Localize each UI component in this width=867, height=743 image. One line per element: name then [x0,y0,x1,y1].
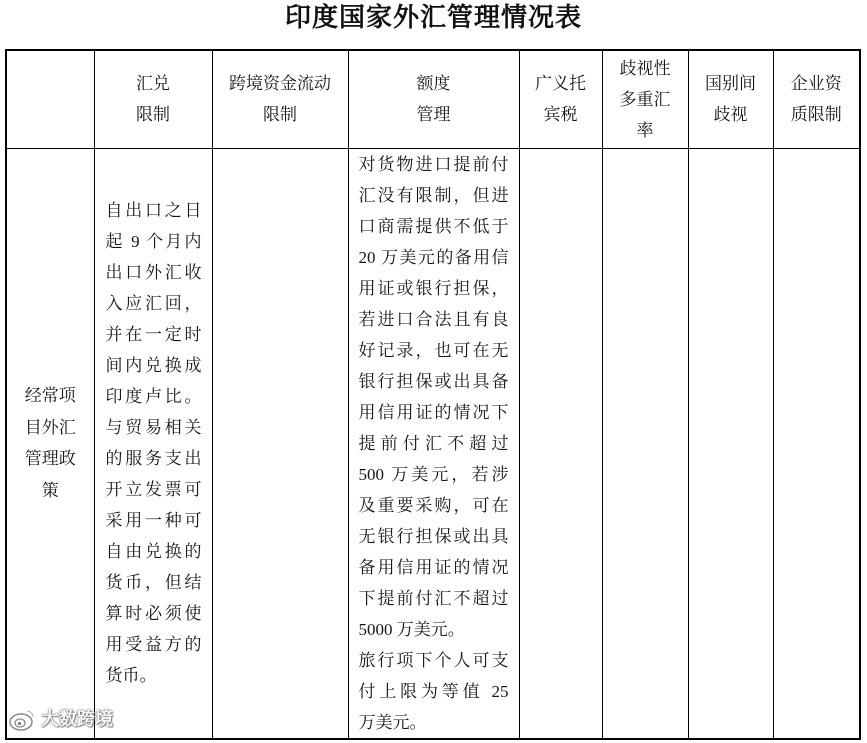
page-title: 印度国家外汇管理情况表 [284,3,582,33]
text-line: 起 9 个月内 [105,232,202,252]
text-line: 印度卢比。 [105,387,202,407]
header-line: 额度 [416,74,451,94]
text-line: 用受益方的 [105,635,202,655]
text-line: 无银行担保或出具 [358,526,509,546]
text-line: 出口外汇收 [105,263,202,283]
fx-management-table [5,49,861,740]
text-line: 开立发票可 [105,480,202,500]
text-line: 提前付汇不超过 [358,433,509,453]
text-line: 货币，但结 [105,573,202,593]
text-line: 若进口合法且有良 [358,309,509,329]
row-label-line: 目外汇 [24,417,76,437]
text-line: 用信用证的情况下 [358,402,509,422]
cell-multiple-rates [602,148,688,739]
text-line: 下提前付汇不超过 [358,588,509,608]
header-multiple-rates [602,50,688,148]
text-line: 间内兑换成 [105,356,202,376]
header-line: 跨境资金流动 [229,74,331,94]
text-line: 付上限为等值 25 [358,681,509,701]
text-line: 算时必须使 [105,604,202,624]
text-line: 汇没有限制，但进 [358,185,509,205]
header-line: 率 [636,120,654,140]
text-line: 及重要采购，可在 [358,495,509,515]
header-exchange-restriction [94,50,212,148]
text-line: 货币。 [105,666,157,686]
header-line: 多重汇 [619,89,671,109]
policy-row [6,148,860,739]
header-line: 国别间 [705,74,756,94]
cell-tobin-tax [519,148,602,739]
text-line: 的服务支出 [105,449,202,469]
watermark-text: 大数跨境 [41,709,113,730]
header-line: 管理 [416,105,451,125]
text-line: 与贸易相关 [105,418,202,438]
cell-enterprise-qualification [773,148,860,739]
cell-exchange-restriction [94,148,212,739]
header-quota-management [348,50,519,148]
text-line: 20 万美元的备用信 [358,247,509,267]
header-cell-row-label [6,50,94,148]
header-row [6,50,860,148]
row-label-cell [6,148,94,739]
watermark [8,708,113,732]
text-line: 好记录，也可在无 [358,340,509,360]
header-line: 歧视性 [619,58,671,78]
header-line: 宾税 [543,105,578,125]
text-line: 用证或银行担保， [358,278,509,298]
row-label-line: 管理政 [24,449,76,469]
cell-quota-management [348,148,519,739]
row-label-line: 经常项 [24,386,76,406]
header-line: 歧视 [713,105,748,125]
text-line: 银行担保或出具备 [358,371,509,391]
header-enterprise-qualification [773,50,860,148]
weibo-icon [8,708,36,732]
text-line: 口商需提供不低于 [358,216,509,236]
header-country-discrimination [688,50,773,148]
text-line: 并在一定时 [105,325,202,345]
paragraph [359,645,509,738]
text-line: 对货物进口提前付 [358,154,509,174]
text-line: 万美元。 [358,712,427,732]
text-line: 备用信用证的情况 [358,557,509,577]
header-cross-border-flow [212,50,348,148]
paragraph [106,195,202,691]
header-line: 限制 [263,105,297,125]
row-label-line: 策 [41,480,59,500]
header-line: 限制 [136,105,170,125]
header-line: 质限制 [790,105,842,125]
header-tobin-tax [519,50,602,148]
header-line: 汇兑 [136,74,170,94]
paragraph [359,149,509,645]
text-line: 自由兑换的 [105,542,202,562]
text-line: 5000 万美元。 [358,619,465,639]
header-line: 广义托 [535,74,586,94]
cell-country-discrimination [688,148,773,739]
text-line: 500 万美元，若涉 [358,464,509,484]
text-line: 采用一种可 [105,511,202,531]
text-line: 旅行项下个人可支 [358,650,509,670]
text-line: 入应汇回， [105,294,202,314]
text-line: 自出口之日 [105,201,202,221]
header-line: 企业资 [790,74,842,94]
cell-cross-border-flow [212,148,348,739]
